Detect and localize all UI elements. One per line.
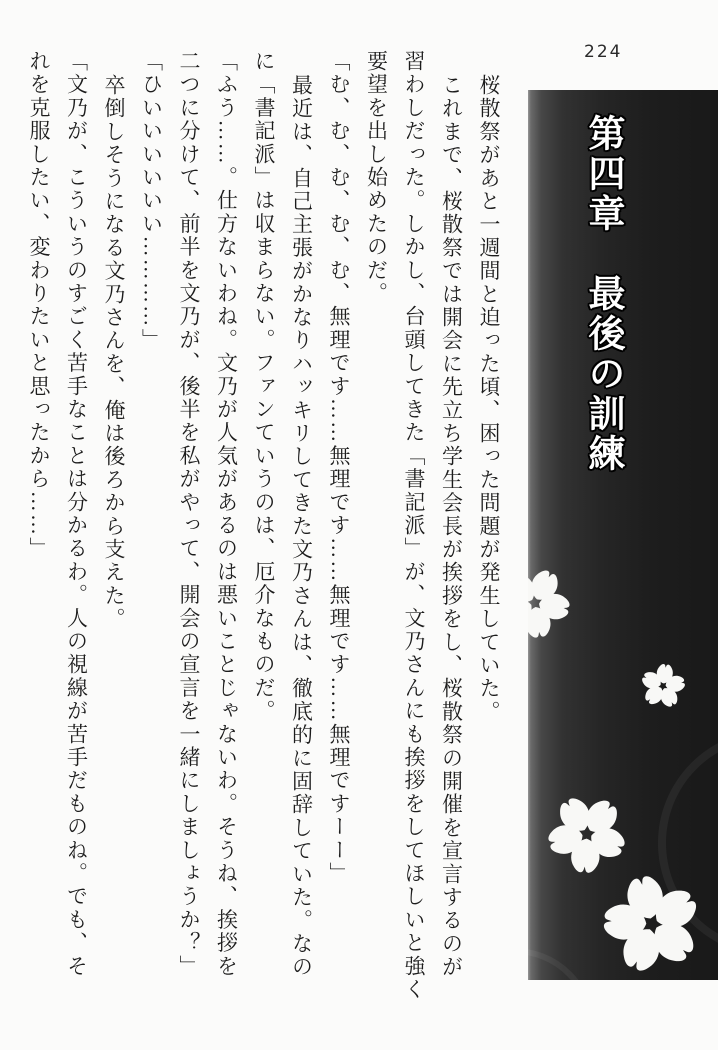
text-line: 「文乃が、こういうのすごく苦手なことは分かるわ。人の視線が苦手だものね。でも、そ — [64, 50, 89, 978]
chapter-title: 第四章 最後の訓練 — [582, 114, 625, 474]
text-line: 習わしだった。しかし、台頭してきた「書記派」が、文乃さんにも挨拶をしてほしいと強く — [402, 50, 426, 1002]
text-line: れを克服したい、変わりたいと思ったから……」 — [27, 50, 51, 561]
text-line: これまで、桜散祭では開会に先立ち学生会長が挨拶をし、桜散祭の開催を宣言するのが — [439, 73, 464, 979]
text-line: 「む、む、む、む、む、無理です……無理です……無理です……無理ですーー」 — [327, 50, 351, 886]
text-line: に「書記派」は収まらない。ファンていうのは、厄介なものだ。 — [252, 50, 276, 723]
sakura-flower-icon — [634, 657, 693, 716]
text-line: 「ふう……。仕方ないわね。文乃が人気があるのは悪いことじゃないわ。そうね、挨拶を — [214, 50, 239, 978]
page-number: 224 — [584, 42, 623, 62]
text-line: 「ひいいいいいい…………」 — [139, 50, 164, 352]
text-line: 桜散祭があと一週間と迫った頃、困った問題が発生していた。 — [477, 73, 501, 724]
text-line: 要望を出し始めたのだ。 — [364, 50, 389, 306]
chapter-banner — [528, 90, 718, 980]
text-line: 二つに分けて、前半を文乃が、後半を私がやって、開会の宣言を一緒にしましょうか？」 — [177, 50, 201, 978]
text-line: 卒倒しそうになる文乃さんを、俺は後ろから支えた。 — [102, 73, 126, 631]
text-line: 最近は、自己主張がかなりハッキリしてきた文乃さんは、徹底的に固辞していた。なの — [289, 73, 314, 979]
decorative-circle — [528, 948, 595, 980]
body-text — [20, 50, 507, 1028]
sakura-flower-icon — [528, 548, 590, 659]
